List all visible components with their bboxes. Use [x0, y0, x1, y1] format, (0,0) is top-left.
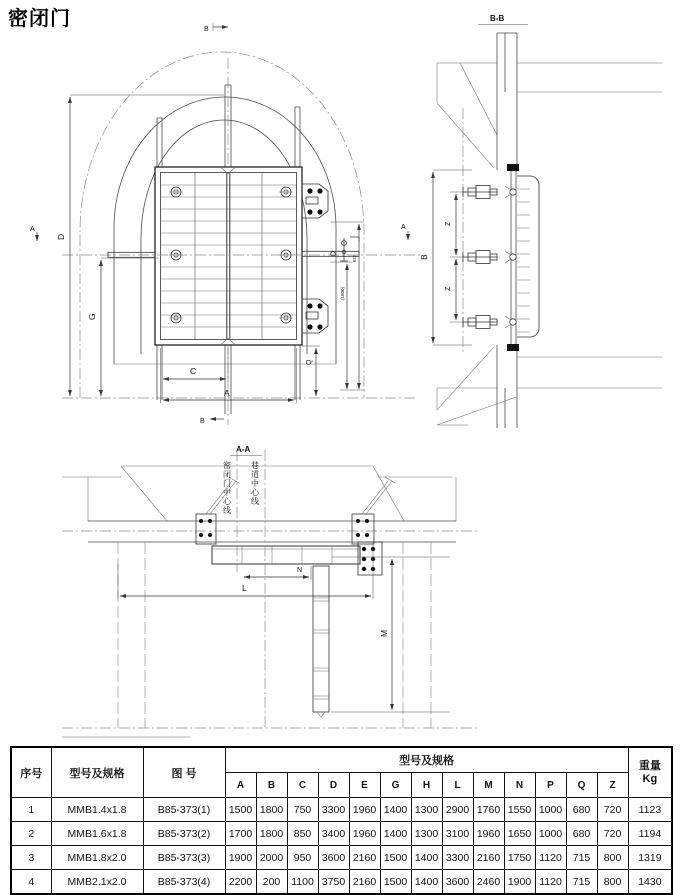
cell-seq: 3 [11, 846, 51, 870]
header-drawing-no: 图 号 [143, 747, 225, 798]
latch-bolts [463, 186, 516, 329]
section-marker-a-right: A [401, 224, 406, 231]
table-row [11, 822, 672, 846]
cell-seq: 4 [11, 870, 51, 895]
cell-value: 2160 [473, 846, 504, 870]
cell-value: 1400 [380, 798, 411, 822]
dim-label-c: C [190, 366, 197, 376]
cell-value: 1900 [225, 846, 256, 870]
cell-weight: 1123 [628, 798, 672, 822]
plan-hinge-right [352, 477, 395, 544]
cell-value: 1400 [411, 846, 442, 870]
plan-dimensions [118, 542, 450, 712]
cell-value: 715 [566, 870, 597, 895]
cell-value: 2160 [349, 846, 380, 870]
cell-drawing-no: B85-373(2) [143, 822, 225, 846]
spec-col-m: M [473, 773, 504, 798]
header-row-1 [11, 747, 672, 773]
cell-model: MMB1.6x1.8 [51, 822, 143, 846]
cell-value: 1960 [473, 822, 504, 846]
header-specs: 型号及规格 [225, 747, 628, 773]
cell-drawing-no: B85-373(1) [143, 798, 225, 822]
cell-value: 1000 [535, 798, 566, 822]
cell-seq: 1 [11, 798, 51, 822]
dim-label-z-lower: Z [445, 286, 452, 291]
dim-label-g: G [87, 313, 97, 320]
side-dimensions [419, 170, 472, 345]
cell-value: 1120 [535, 846, 566, 870]
cell-weight: 1430 [628, 870, 672, 895]
cell-model: MMB2.1x2.0 [51, 870, 143, 895]
cell-drawing-no: B85-373(4) [143, 870, 225, 895]
cell-value: 1120 [535, 870, 566, 895]
cell-value: 3300 [442, 846, 473, 870]
header-weight-line1: 重量 [638, 759, 661, 772]
cell-value: 3600 [442, 870, 473, 895]
header-model: 型号及规格 [51, 747, 143, 798]
header-weight [628, 747, 672, 798]
section-marker-b-top: B [204, 26, 209, 33]
side-view-title: B-B [490, 14, 505, 23]
cell-weight: 1319 [628, 846, 672, 870]
section-marker-b-bottom: B [200, 418, 205, 425]
cell-value: 3400 [318, 822, 349, 846]
spec-col-c: C [287, 773, 318, 798]
cell-seq: 2 [11, 822, 51, 846]
cell-value: 950 [287, 846, 318, 870]
hinge-assembly-upper [302, 184, 328, 218]
spec-col-n: N [504, 773, 535, 798]
door-centerline-label: 密闭门中心线 [222, 461, 232, 515]
cell-value: 800 [597, 870, 628, 895]
table-row [11, 846, 672, 870]
dim-label-l: L [242, 583, 247, 593]
cell-value: 2160 [349, 870, 380, 895]
cell-value: 3300 [318, 798, 349, 822]
spec-col-p: P [535, 773, 566, 798]
table-row [11, 798, 672, 822]
spec-col-b: B [256, 773, 287, 798]
spec-col-e: E [349, 773, 380, 798]
cell-value: 1100 [287, 870, 318, 895]
tunnel-centerline-label: 巷道中心线 [250, 461, 260, 506]
spec-col-h: H [411, 773, 442, 798]
plan-view-title: A-A [236, 445, 251, 454]
header-weight-line2: Kg [642, 772, 658, 785]
cell-value: 2200 [225, 870, 256, 895]
section-marker-a-left: A [30, 226, 35, 233]
cell-value: 720 [597, 798, 628, 822]
spec-table-wrap [10, 746, 670, 895]
cell-value: 1300 [411, 798, 442, 822]
dim-label-ref: (1800) [340, 286, 345, 300]
cell-value: 1000 [535, 822, 566, 846]
plan-open-door [313, 566, 329, 717]
cell-weight: 1194 [628, 822, 672, 846]
cell-value: 1800 [256, 822, 287, 846]
cell-value: 1400 [380, 822, 411, 846]
cell-value: 1400 [411, 870, 442, 895]
side-view-bb [419, 14, 662, 428]
cell-value: 2000 [256, 846, 287, 870]
front-view [30, 23, 420, 425]
cell-value: 750 [287, 798, 318, 822]
dim-label-z-upper: Z [445, 221, 452, 226]
spec-col-z: Z [597, 773, 628, 798]
spec-col-q: Q [566, 773, 597, 798]
dim-label-b: B [419, 254, 429, 260]
cell-value: 2900 [442, 798, 473, 822]
cell-value: 1700 [225, 822, 256, 846]
cell-value: 680 [566, 822, 597, 846]
cell-value: 1960 [349, 798, 380, 822]
spec-col-a: A [225, 773, 256, 798]
dim-label-m: M [379, 629, 389, 637]
cell-value: 2460 [473, 870, 504, 895]
cell-value: 850 [287, 822, 318, 846]
cell-model: MMB1.8x2.0 [51, 846, 143, 870]
cell-value: 1900 [504, 870, 535, 895]
dim-label-q: Q [306, 359, 313, 365]
cell-value: 1500 [380, 870, 411, 895]
dim-label-d: D [56, 233, 66, 240]
cell-value: 800 [597, 846, 628, 870]
cell-value: 1760 [473, 798, 504, 822]
wall-structure [437, 33, 662, 428]
dim-label-e-half: E/2 [352, 255, 357, 262]
cell-value: 1800 [256, 798, 287, 822]
cell-value: 680 [566, 798, 597, 822]
cell-drawing-no: B85-373(3) [143, 846, 225, 870]
table-row [11, 870, 672, 895]
cell-model: MMB1.4x1.8 [51, 798, 143, 822]
plan-tunnel-lines [62, 450, 478, 737]
hinge-assembly-lower [302, 299, 328, 333]
cell-value: 3600 [318, 846, 349, 870]
plan-wall [62, 466, 478, 542]
spec-table [10, 746, 673, 895]
header-seq: 序号 [11, 747, 51, 798]
cell-value: 720 [597, 822, 628, 846]
cell-value: 1500 [380, 846, 411, 870]
cell-value: 1300 [411, 822, 442, 846]
plan-view-aa [62, 445, 478, 737]
spec-col-g: G [380, 773, 411, 798]
cell-value: 1750 [504, 846, 535, 870]
spec-col-l: L [442, 773, 473, 798]
cell-value: 1960 [349, 822, 380, 846]
page-title: 密闭门 [8, 8, 71, 30]
cell-value: 1650 [504, 822, 535, 846]
cell-value: 3750 [318, 870, 349, 895]
spec-col-d: D [318, 773, 349, 798]
plan-hinge-left [196, 477, 239, 544]
cell-value: 1550 [504, 798, 535, 822]
dim-label-a: A [224, 388, 230, 398]
cell-value: 715 [566, 846, 597, 870]
cell-value: 1500 [225, 798, 256, 822]
cell-value: 200 [256, 870, 287, 895]
dim-label-n: N [297, 567, 303, 574]
cell-value: 3100 [442, 822, 473, 846]
